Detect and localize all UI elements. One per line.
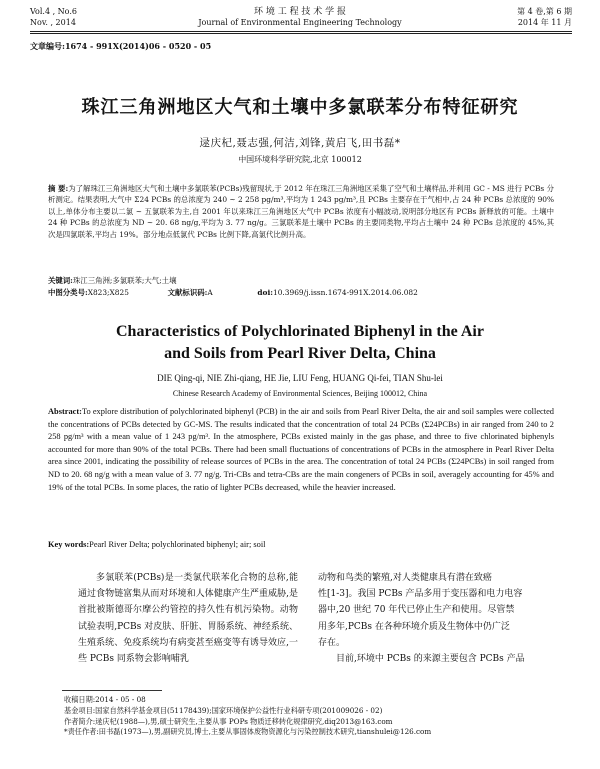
clc-value: X823;X825 — [87, 288, 129, 297]
header-journal-zh: 环 境 工 程 技 术 学 报 — [253, 7, 347, 17]
keywords-zh — [48, 275, 554, 286]
header-volume-zh: 第 4 卷,第 6 期 — [517, 7, 572, 16]
title-zh: 珠江三角洲地区大气和土壤中多氯联苯分布特征研究 — [81, 97, 519, 118]
authors-en: DIE Qing-qi, NIE Zhi-qiang, HE Jie, LIU Feng, HUANG Qi-fei, TIAN Shu-lei — [157, 373, 443, 383]
footnote-fund: 基金项目:国家自然科学基金项目(51178439);国家环境保护公益性行业科研专项(201009026 - 02) — [64, 705, 383, 715]
abstract-en-label: Abstract: — [48, 407, 82, 416]
body-right-para2: 目前,环境中 PCBs 的来源主要包含 PCBs 产品 — [336, 654, 525, 665]
footnote-received: 收稿日期:2014 - 05 - 08 — [64, 695, 146, 704]
keywords-en-text: Pearl River Delta; polychlorinated biphenyl; air; soil — [89, 540, 266, 549]
body-right-line5: 存在。 — [318, 637, 346, 648]
header-rule-2 — [30, 33, 572, 34]
footnote-corresponding: *责任作者:田书磊(1973—),男,副研究员,博士,主要从事固体废物资源化与污染控制技术研究,tianshulei@126.com — [64, 727, 432, 737]
affiliation-en: Chinese Research Academy of Environmental Sciences, Beijing 100012, China — [172, 389, 428, 398]
body-right-line2: 性[1-3]。我国 PCBs 产品多用于变压器和电力电容 — [318, 589, 523, 600]
header-volume: Vol.4 , No.6 — [30, 7, 77, 16]
footnote-rule — [62, 690, 162, 691]
body-column-right — [318, 570, 558, 667]
header-journal-en: Journal of Environmental Engineering Technology — [198, 18, 402, 27]
doc-code-value: A — [207, 288, 213, 297]
header-date-en: Nov. , 2014 — [30, 18, 76, 27]
footnotes — [64, 695, 564, 738]
abstract-en — [48, 406, 554, 494]
abstract-zh-text: 为了解珠江三角洲地区大气和土壤中多氯联苯(PCBs)残留现状,于 2012 年在珠江三角洲地区采集了空气和土壤样品,并利用 GC - MS 进行 PCBs 分析测定。结果表明,大气中 Σ24 PCBs 的总浓度为 240 ~ 2 258 pg/m³,平均为 1 243 pg/m³,且 PCBs 主要存在于气相中,占 24 种 PCBs 总浓度的 90% 以上,单体分布主要以二氯 ~ 五氯联苯为主,自 2001 年以来珠江三角洲地区大气中 PCBs 浓度有小幅波动,说明部分地区有 PCBs 新释放的可能。土壤中 24 种 PCBs 的总浓度为 ND ~ 20. 68 ng/g,平均为 3. 77 ng/g。三氯联苯是土壤中 PCBs 的主要同类物,平均占土壤中 24 种 PCBs 总浓度的 45%,其次是四氯联苯,平均占 19%。部分地点低氯代 PCBs 比例下降,高氯代比例升高。 — [48, 184, 554, 239]
body-right-line3: 器中,20 世纪 70 年代已停止生产和使用。尽管禁 — [318, 605, 515, 616]
abstract-zh — [48, 183, 554, 240]
keywords-en — [48, 539, 554, 552]
keywords-en-label: Key words: — [48, 540, 90, 549]
body-right-line1: 动物和鸟类的繁殖,对人类健康具有潜在致癌 — [318, 573, 492, 583]
footnote-author: 作者简介:逯庆杞(1988—),男,硕士研究生,主要从事 POPs 物质迁移转化规律研究,diq2013@163.com — [64, 716, 393, 726]
doi-value: 10.3969/j.issn.1674-991X.2014.06.082 — [273, 288, 418, 297]
abstract-en-text: To explore distribution of polychlorinated biphenyl (PCB) in the air and soils from Pearl River Delta, the air and soil samples were collected the concentrations of PCBs detected by GC-MS. The results indicated that the concentration of total 24 PCBs (Σ24PCBs) in air ranged from 240 to 2 258 pg/m³ with a mean value of 1 243 pg/m³. In the atmosphere, PCBs existed mainly in the gas phase, and three to five chlorinated biphenyls accounted for more than 90% of the total PCBs. There had been small fluctuations of concentrations of PCBs in the atmosphere in Pearl River Delta area since 2001, indicating the possibility of release sources of PCBs in the area. The concentration of total 24 PCBs (Σ24PCBs) in soil ranged from ND to 20. 68 ng/g with a mean value of 3. 77 ng/g. Tri-CBs and tetra-CBs are the main congeners of PCBs in soil, averagely accounting for 45% and 19% of the total PCBs. In some places, the ratio of lighter PCBs decreased, while the heavier increased. — [48, 407, 554, 492]
keywords-zh-text: 珠江三角洲;多氯联苯;大气;土壤 — [72, 276, 177, 285]
title-en-line2: and Soils from Pearl River Delta, China — [164, 345, 436, 362]
keywords-zh-label: 关键词: — [48, 276, 73, 285]
classification-line — [48, 287, 554, 298]
authors-zh: 逯庆杞,聂志强,何洁,刘锋,黄启飞,田书磊* — [199, 137, 401, 149]
affiliation-zh: 中国环境科学研究院,北京 100012 — [238, 155, 362, 164]
body-right-line4: 用多年,PCBs 在各种环境介质及生物体中仍广泛 — [318, 621, 510, 632]
title-en-line1: Characteristics of Polychlorinated Biphenyl in the Air — [116, 323, 484, 340]
doc-code-label: 文献标识码: — [167, 288, 208, 297]
article-number: 文章编号:1674 - 991X(2014)06 - 0520 - 05 — [30, 41, 212, 51]
abstract-zh-label: 摘 要: — [48, 184, 69, 193]
clc-label: 中图分类号: — [48, 288, 88, 297]
doi-label: doi: — [257, 288, 274, 297]
body-column-left: 多氯联苯(PCBs)是一类氯代联苯化合物的总称,能通过食物链富集从而对环境和人体健康产生严重威胁,是首批被斯德哥尔摩公约管控的持久性有机污染物。动物试验表明,PCBs 对皮肤、肝脏、胃肠系统、神经系统、生殖系统、免疫系统均有病变甚至癌变等有诱导效应,一些 PCBs 同系物会影响哺乳 — [78, 573, 298, 665]
header-rule — [30, 31, 572, 32]
header-date-zh: 2014 年 11 月 — [517, 18, 572, 27]
